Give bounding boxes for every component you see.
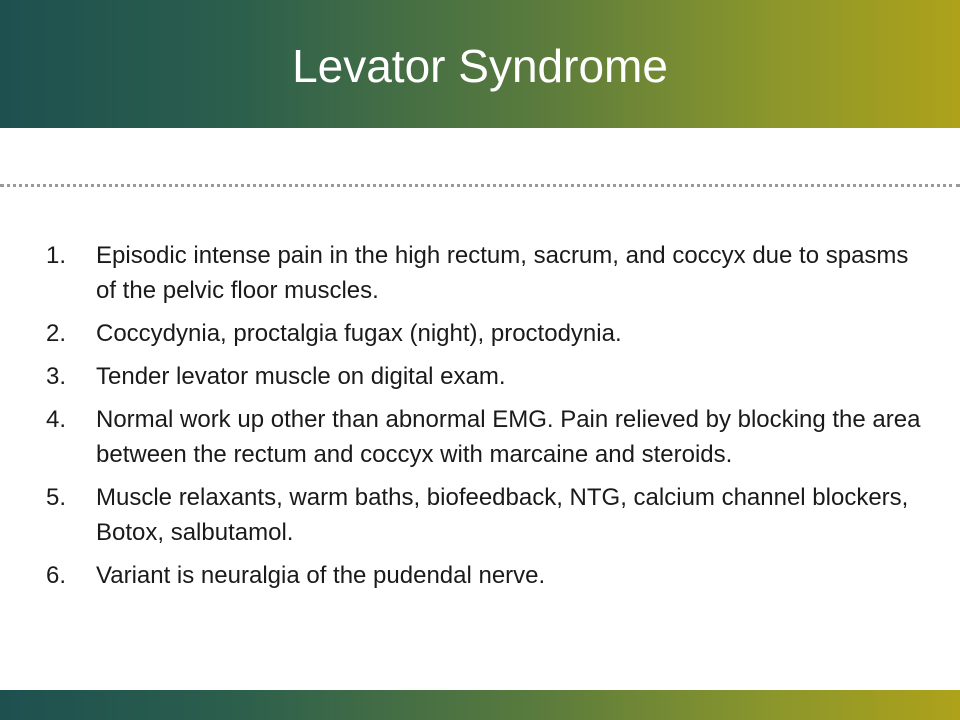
list-item-number: 3.: [46, 363, 67, 390]
title-bar: [0, 0, 960, 128]
list-item-text: Normal work up other than abnormal EMG. Pain relieved by blocking the area between the rectum and coccyx with marcaine and steroids.: [96, 406, 921, 468]
dotted-divider: [0, 184, 960, 187]
list-item-text: Variant is neuralgia of the pudendal nerve.: [96, 562, 546, 589]
list-item: [46, 238, 926, 308]
list-item: [46, 558, 926, 593]
list-item: [46, 316, 926, 351]
list-item-text: Tender levator muscle on digital exam.: [96, 363, 506, 390]
list-item-number: 1.: [46, 242, 67, 269]
list-item-text: Coccydynia, proctalgia fugax (night), proctodynia.: [96, 320, 622, 347]
list-item-number: 4.: [46, 406, 67, 433]
bottom-bar: [0, 690, 960, 720]
list-item-number: 5.: [46, 484, 67, 511]
list-item: [46, 480, 926, 550]
list-item-text: Muscle relaxants, warm baths, biofeedback, NTG, calcium channel blockers, Botox, salbutamol.: [96, 484, 909, 546]
list-item-number: 6.: [46, 562, 67, 589]
list-item: [46, 402, 926, 472]
numbered-list: [46, 238, 926, 601]
list-item-text: Episodic intense pain in the high rectum, sacrum, and coccyx due to spasms of the pelvic floor muscles.: [96, 242, 909, 304]
list-item: [46, 359, 926, 394]
list-item-number: 2.: [46, 320, 67, 347]
slide-title: Levator Syndrome: [292, 40, 668, 92]
